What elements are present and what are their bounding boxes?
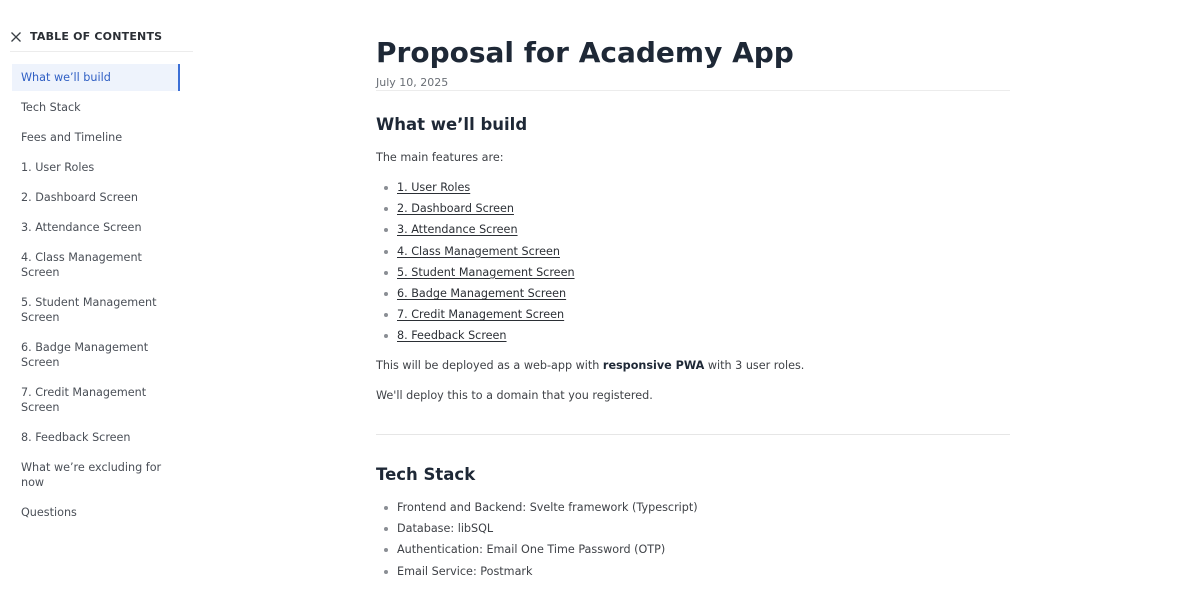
feature-link-class-management-screen[interactable]: 4. Class Management Screen [397, 244, 560, 258]
list-item [376, 497, 698, 518]
deploy-paragraph [376, 359, 804, 372]
list-item [376, 219, 575, 240]
toc-item-excluding-for-now[interactable]: What we’re excluding for now [21, 461, 162, 489]
tech-stack-list [376, 497, 698, 582]
publish-date: July 10, 2025 [376, 76, 449, 89]
section-heading-tech-stack: Tech Stack [376, 465, 476, 484]
list-item [376, 518, 698, 539]
toc-item-credit-management-screen[interactable]: 7. Credit Management Screen [21, 386, 147, 414]
toc-item-user-roles[interactable]: 1. User Roles [21, 161, 95, 174]
list-item [376, 198, 575, 219]
deploy-text-end: with 3 user roles. [704, 359, 805, 372]
toc-header [10, 26, 193, 52]
tech-item-framework: Frontend and Backend: Svelte framework (Typescript) [397, 501, 698, 514]
feature-link-feedback-screen[interactable]: 8. Feedback Screen [397, 329, 507, 343]
toc-item-class-management-screen[interactable]: 4. Class Management Screen [21, 251, 142, 279]
list-item [376, 177, 575, 198]
list-item [376, 262, 575, 283]
toc-item-fees-and-timeline[interactable]: Fees and Timeline [21, 131, 123, 144]
tech-item-email-service: Email Service: Postmark [397, 564, 533, 578]
tech-item-authentication: Authentication: Email One Time Password (OTP) [397, 543, 666, 557]
toc-item-what-well-build[interactable]: What we’ll build [12, 64, 180, 91]
toc-item-feedback-screen[interactable]: 8. Feedback Screen [21, 431, 131, 444]
toc-list [12, 64, 180, 529]
close-icon[interactable] [10, 31, 22, 43]
list-item [376, 539, 698, 560]
toc-item-badge-management-screen[interactable]: 6. Badge Management Screen [21, 341, 149, 369]
feature-link-user-roles[interactable]: 1. User Roles [397, 181, 471, 194]
features-intro: The main features are: [376, 151, 504, 164]
section-divider [376, 434, 1010, 435]
list-item [376, 241, 575, 262]
list-item [376, 304, 575, 325]
table-of-contents [0, 0, 193, 593]
list-item [376, 561, 698, 582]
tech-item-database: Database: libSQL [397, 522, 494, 536]
list-item [376, 283, 575, 304]
toc-item-questions[interactable]: Questions [21, 506, 77, 519]
toc-item-attendance-screen[interactable]: 3. Attendance Screen [21, 221, 142, 234]
toc-item-dashboard-screen[interactable]: 2. Dashboard Screen [21, 191, 138, 204]
feature-link-dashboard-screen[interactable]: 2. Dashboard Screen [397, 202, 514, 216]
document [376, 0, 1012, 593]
page-title: Proposal for Academy App [376, 36, 794, 69]
deploy-text-start: This will be deployed as a web-app with [376, 359, 603, 372]
section-heading-what-well-build: What we’ll build [376, 115, 528, 134]
feature-link-credit-management-screen[interactable]: 7. Credit Management Screen [397, 308, 565, 322]
toc-item-student-management-screen[interactable]: 5. Student Management Screen [21, 296, 157, 324]
features-list [376, 177, 575, 347]
feature-link-attendance-screen[interactable]: 3. Attendance Screen [397, 223, 518, 237]
feature-link-badge-management-screen[interactable]: 6. Badge Management Screen [397, 286, 567, 300]
toc-title: TABLE OF CONTENTS [30, 30, 163, 43]
domain-paragraph: We'll deploy this to a domain that you registered. [376, 389, 653, 402]
toc-item-tech-stack[interactable]: Tech Stack [21, 101, 81, 114]
title-divider [376, 90, 1010, 91]
deploy-text-bold: responsive PWA [602, 359, 705, 372]
feature-link-student-management-screen[interactable]: 5. Student Management Screen [397, 265, 575, 279]
list-item [376, 325, 575, 346]
